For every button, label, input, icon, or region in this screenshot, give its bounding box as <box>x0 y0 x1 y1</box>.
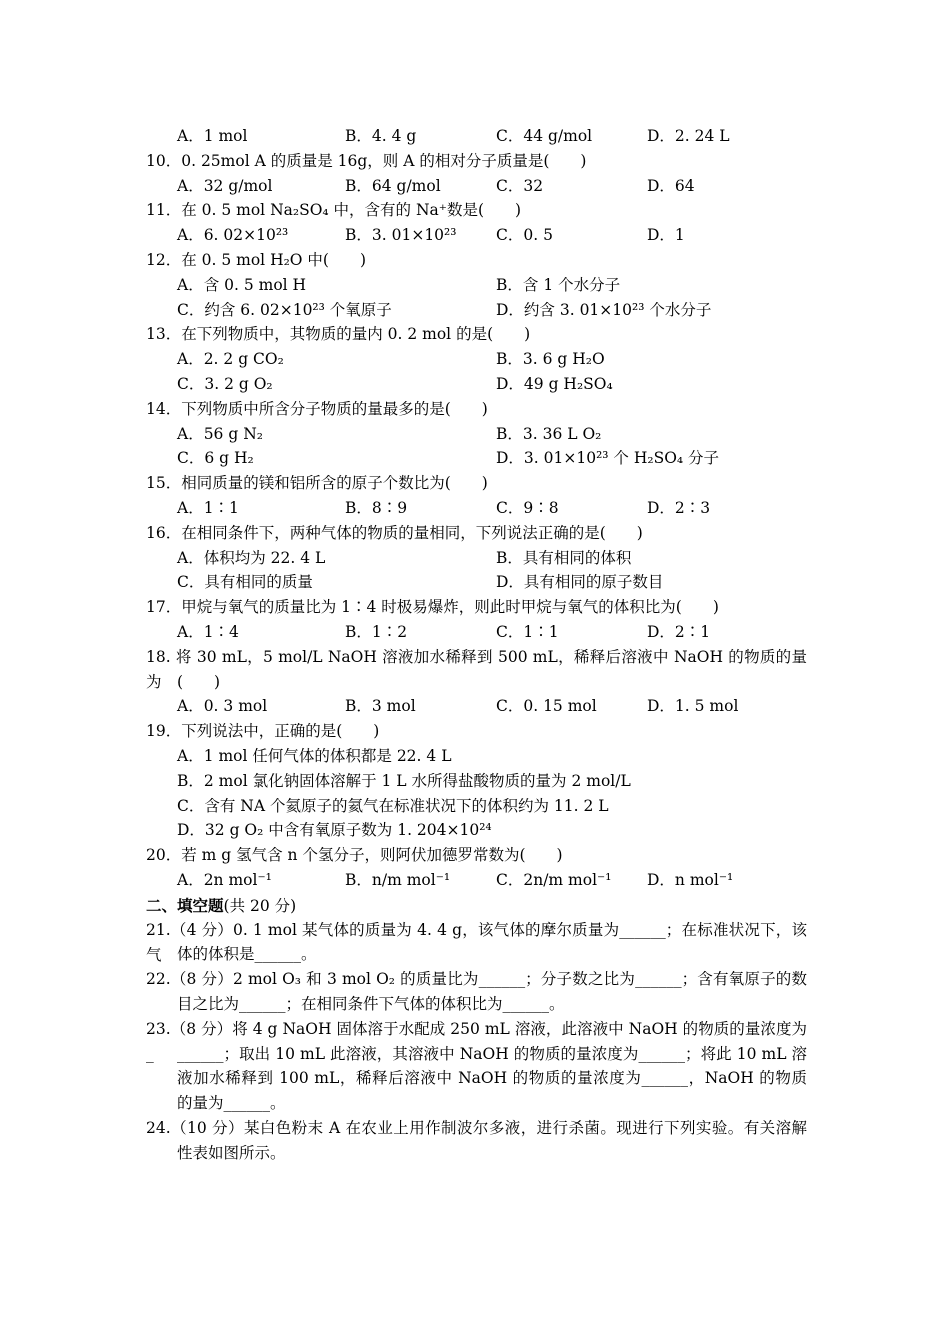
question-text: 22.（8 分）2 mol O₃ 和 3 mol O₂ 的质量比为______；分子数之比为______；含有氧原子的数 <box>146 970 807 989</box>
question-text: ______；取出 10 mL 此溶液，其溶液中 NaOH 的物质的量浓度为______；将此 10 mL 溶 <box>177 1044 807 1063</box>
question-stem <box>0 149 950 174</box>
answer-option: A．32 g/mol <box>177 176 273 195</box>
question-text: 体的体积是______。 <box>177 945 317 964</box>
answer-option: A．1∶1 <box>177 499 239 517</box>
answer-option: B．含 1 个水分子 <box>496 275 621 294</box>
question-text: ( ) <box>177 672 221 691</box>
answer-option: D．2. 24 L <box>647 127 730 145</box>
answer-options-row <box>0 546 950 571</box>
question-text: B．2 mol 氯化钠固体溶解于 1 L 水所得盐酸物质的量为 2 mol/L <box>177 771 631 790</box>
section-score: (共 20 分) <box>223 896 297 915</box>
answer-option: C．具有相同的质量 <box>177 573 313 592</box>
answer-option: A．1∶4 <box>177 623 239 641</box>
answer-options-row <box>0 570 950 595</box>
question-text: 21.（4 分）0. 1 mol 某气体的质量为 4. 4 g，该气体的摩尔质量为______；在标准状况下，该气 <box>146 920 807 964</box>
answer-options-row <box>0 496 950 521</box>
answer-options-row <box>0 223 950 248</box>
continuation-line <box>0 942 950 967</box>
answer-option: D．3. 01×10²³ 个 H₂SO₄ 分子 <box>496 449 720 468</box>
question-stem <box>0 397 950 422</box>
question-text: 的量为______。 <box>177 1094 286 1113</box>
answer-option: C．6 g H₂ <box>177 449 254 468</box>
section-heading <box>0 893 950 918</box>
answer-option: D．约含 3. 01×10²³ 个水分子 <box>496 300 712 319</box>
answer-options-row <box>0 422 950 447</box>
answer-option: A．2n mol⁻¹ <box>177 871 272 889</box>
answer-option: B．3. 01×10²³ <box>345 226 457 245</box>
answer-option: A．56 g N₂ <box>177 424 263 443</box>
continuation-line <box>0 670 950 695</box>
question-text: 15．相同质量的镁和铝所含的原子个数比为( ) <box>146 474 488 493</box>
question-text: 16．在相同条件下，两种气体的物质的量相同，下列说法正确的是( ) <box>146 523 643 542</box>
answer-options-row <box>0 124 950 149</box>
question-text-line <box>0 645 950 691</box>
question-text: 11．在 0. 5 mol Na₂SO₄ 中，含有的 Na⁺数是( ) <box>146 201 522 220</box>
question-text: 24.（10 分）某白色粉末 A 在农业上用作制波尔多液，进行杀菌。现进行下列实验。有关溶解 <box>146 1119 807 1137</box>
question-text-line <box>0 1042 950 1067</box>
answer-option: B．64 g/mol <box>345 176 441 195</box>
question-text: 23.（8 分）将 4 g NaOH 固体溶于水配成 250 mL 溶液，此溶液中 NaOH 的物质的量浓度为_ <box>146 1019 807 1063</box>
answer-option: C．1∶1 <box>496 623 559 641</box>
question-text: 19．下列说法中，正确的是( ) <box>146 722 380 741</box>
question-text: 18. 将 30 mL，5 mol/L NaOH 溶液加水稀释到 500 mL，稀释后溶液中 NaOH 的物质的量为 <box>146 647 807 691</box>
section-title: 二、填空题 <box>146 895 224 915</box>
question-text: 液加水稀释到 100 mL，稀释后溶液中 NaOH 的物质的量浓度为______，NaOH 的物质 <box>177 1069 807 1088</box>
answer-option: D．2∶3 <box>647 499 711 517</box>
answer-option: C．0. 15 mol <box>496 697 597 716</box>
continuation-line <box>0 992 950 1017</box>
answer-option: B．4. 4 g <box>345 127 417 145</box>
answer-option: D．n mol⁻¹ <box>647 871 734 889</box>
answer-option: C．约含 6. 02×10²³ 个氧原子 <box>177 300 392 319</box>
answer-options-row <box>0 273 950 298</box>
question-text: 性表如图所示。 <box>177 1143 286 1162</box>
answer-option: B．3 mol <box>345 697 416 716</box>
question-text: C．含有 NA 个氦原子的氦气在标准状况下的体积约为 11. 2 L <box>177 796 609 815</box>
answer-option: C．2n/m mol⁻¹ <box>496 871 612 889</box>
answer-option: B．1∶2 <box>345 623 408 641</box>
answer-option: D．1. 5 mol <box>647 697 739 716</box>
continuation-line <box>0 818 950 843</box>
answer-option: C．44 g/mol <box>496 127 593 145</box>
answer-option: C．0. 5 <box>496 226 553 245</box>
answer-option: C．32 <box>496 176 544 195</box>
answer-option: B．8∶9 <box>345 499 408 517</box>
question-text: 12．在 0. 5 mol H₂O 中( ) <box>146 251 367 269</box>
continuation-line <box>0 1091 950 1116</box>
answer-option: B．3. 6 g H₂O <box>496 350 605 369</box>
question-text: 13．在下列物质中，其物质的量内 0. 2 mol 的是( ) <box>146 325 531 344</box>
answer-option: D．49 g H₂SO₄ <box>496 375 613 393</box>
answer-option: A．含 0. 5 mol H <box>177 275 307 294</box>
question-text: 10．0. 25mol A 的质量是 16g，则 A 的相对分子质量是( ) <box>146 151 587 170</box>
answer-options-row <box>0 372 950 397</box>
answer-option: B．具有相同的体积 <box>496 548 632 567</box>
question-text-line <box>0 1066 950 1091</box>
answer-option: A．1 mol <box>177 127 248 145</box>
question-text: 20．若 m g 氢气含 n 个氢分子，则阿伏加德罗常数为( ) <box>146 846 563 865</box>
answer-option: B．n/m mol⁻¹ <box>345 871 451 889</box>
question-stem <box>0 843 950 868</box>
question-stem <box>0 471 950 496</box>
answer-options-row <box>0 347 950 372</box>
answer-option: C．9∶8 <box>496 499 559 517</box>
answer-option: A．6. 02×10²³ <box>177 226 289 245</box>
question-text: 14．下列物质中所含分子物质的量最多的是( ) <box>146 399 488 418</box>
answer-option: A．体积均为 22. 4 L <box>177 548 326 567</box>
answer-option: C．3. 2 g O₂ <box>177 375 273 393</box>
question-text-line <box>0 967 950 992</box>
answer-options-row <box>0 174 950 199</box>
answer-option: D．2∶1 <box>647 623 711 641</box>
answer-option: A．2. 2 g CO₂ <box>177 350 284 369</box>
answer-option: D．具有相同的原子数目 <box>496 573 664 592</box>
continuation-line <box>0 744 950 769</box>
answer-option: B．3. 36 L O₂ <box>496 424 602 443</box>
answer-options-row <box>0 446 950 471</box>
answer-options-row <box>0 694 950 719</box>
question-text: A．1 mol 任何气体的体积都是 22. 4 L <box>177 747 452 765</box>
continuation-line <box>0 794 950 819</box>
answer-options-row <box>0 868 950 893</box>
answer-options-row <box>0 298 950 323</box>
question-stem <box>0 322 950 347</box>
answer-options-row <box>0 620 950 645</box>
continuation-line <box>0 769 950 794</box>
question-stem <box>0 248 950 273</box>
question-text: 17．甲烷与氧气的质量比为 1∶4 时极易爆炸，则此时甲烷与氧气的体积比为( ) <box>146 598 719 617</box>
question-text: 目之比为______；在相同条件下气体的体积比为______。 <box>177 995 565 1013</box>
answer-option: A．0. 3 mol <box>177 697 268 716</box>
question-text: D．32 g O₂ 中含有氧原子数为 1. 204×10²⁴ <box>177 821 492 840</box>
answer-option: D．1 <box>647 226 685 245</box>
continuation-line <box>0 1141 950 1166</box>
question-text-line <box>0 1116 950 1141</box>
answer-option: D．64 <box>647 176 695 195</box>
question-stem <box>0 521 950 546</box>
question-stem <box>0 198 950 223</box>
question-stem <box>0 719 950 744</box>
question-stem <box>0 595 950 620</box>
